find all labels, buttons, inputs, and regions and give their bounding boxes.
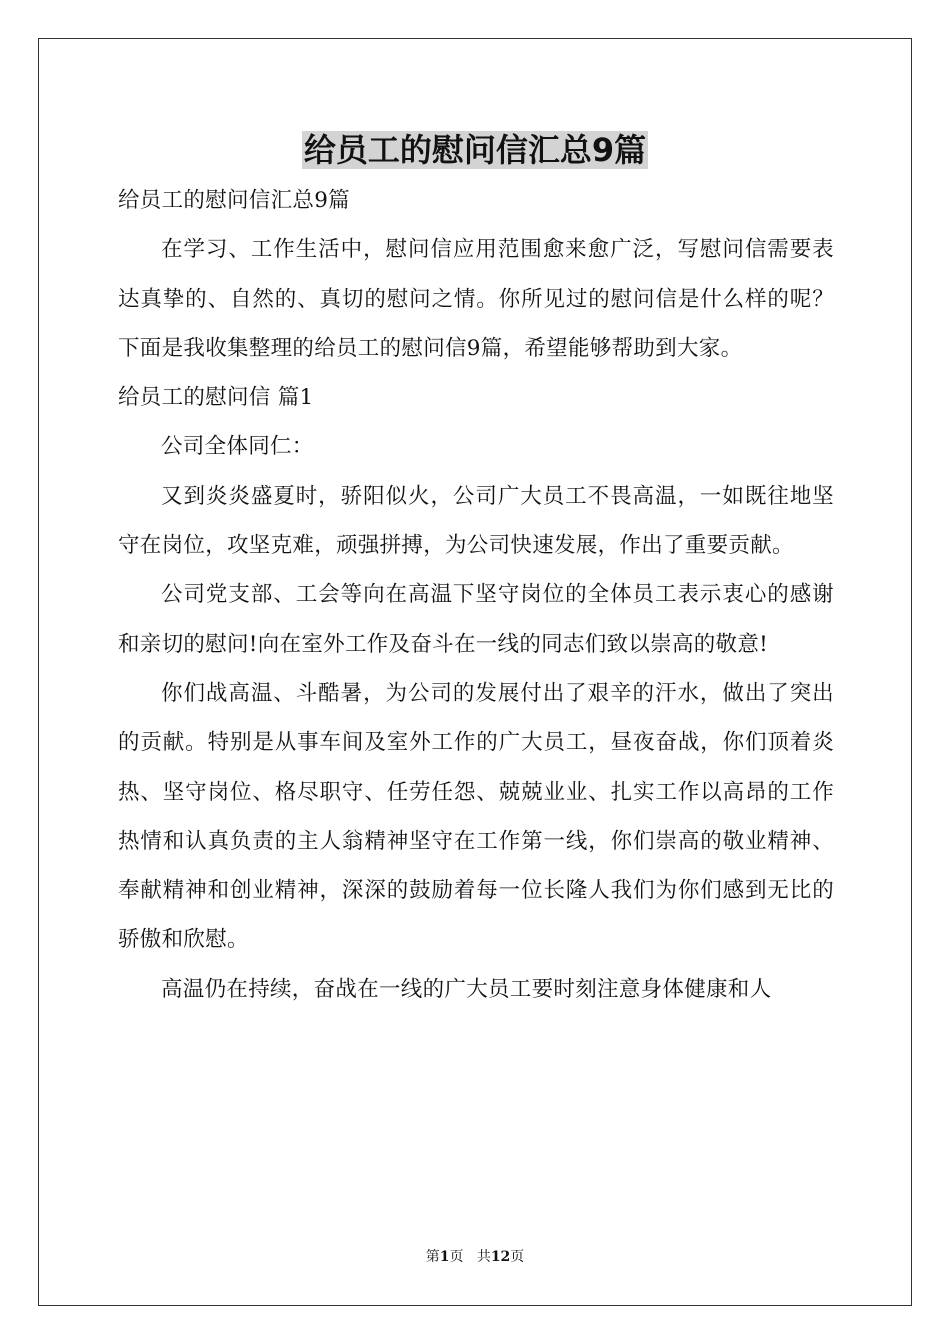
section-heading: 给员工的慰问信 篇1: [118, 385, 314, 411]
total-pages: 12: [490, 1249, 511, 1265]
total-prefix: 共: [476, 1249, 491, 1265]
page-prefix: 第: [425, 1249, 440, 1265]
paragraph-body: 公司党支部、工会等向在高温下坚守岗位的全体员工表示衷心的感谢和亲切的慰问!向在室外工作及奋斗在一线的同志们致以崇高的敬意!: [118, 582, 834, 657]
page-suffix: 页: [449, 1249, 464, 1265]
page-footer: [0, 1247, 950, 1267]
paragraph-body: 你们战高温、斗酷暑，为公司的发展付出了艰辛的汗水，做出了突出的贡献。特别是从事车间及室外工作的广大员工，昼夜奋战，你们顶着炎热、坚守岗位、格尽职守、任劳任怨、兢兢业业、扎实工作以高昂的工作热情和认真负责的主人翁精神坚守在工作第一线，你们崇高的敬业精神、奉献精神和创业精神，深深的鼓励着每一位长隆人我们为你们感到无比的骄傲和欣慰。: [118, 680, 834, 953]
paragraph-body: 高温仍在持续，奋战在一线的广大员工要时刻注意身体健康和人: [161, 976, 772, 1002]
document-title-text: 给员工的慰问信汇总9篇: [303, 131, 647, 169]
paragraph-body: 又到炎炎盛夏时，骄阳似火，公司广大员工不畏高温，一如既往地坚守在岗位，攻坚克难，顽强拼搏，为公司快速发展，作出了重要贡献。: [118, 483, 834, 559]
paragraph-intro: 在学习、工作生活中，慰问信应用范围愈来愈广泛，写慰问信需要表达真挚的、自然的、真切的慰问之情。你所见过的慰问信是什么样的呢？下面是我收集整理的给员工的慰问信9篇，希望能够帮助到大家。: [118, 237, 834, 361]
paragraph-subtitle: 给员工的慰问信汇总9篇: [118, 188, 350, 213]
document-body: [118, 176, 834, 1014]
paragraph-salutation: 公司全体同仁：: [161, 434, 314, 460]
page-number: 1: [439, 1249, 450, 1265]
document-title: [0, 126, 950, 174]
total-suffix: 页: [510, 1249, 525, 1265]
